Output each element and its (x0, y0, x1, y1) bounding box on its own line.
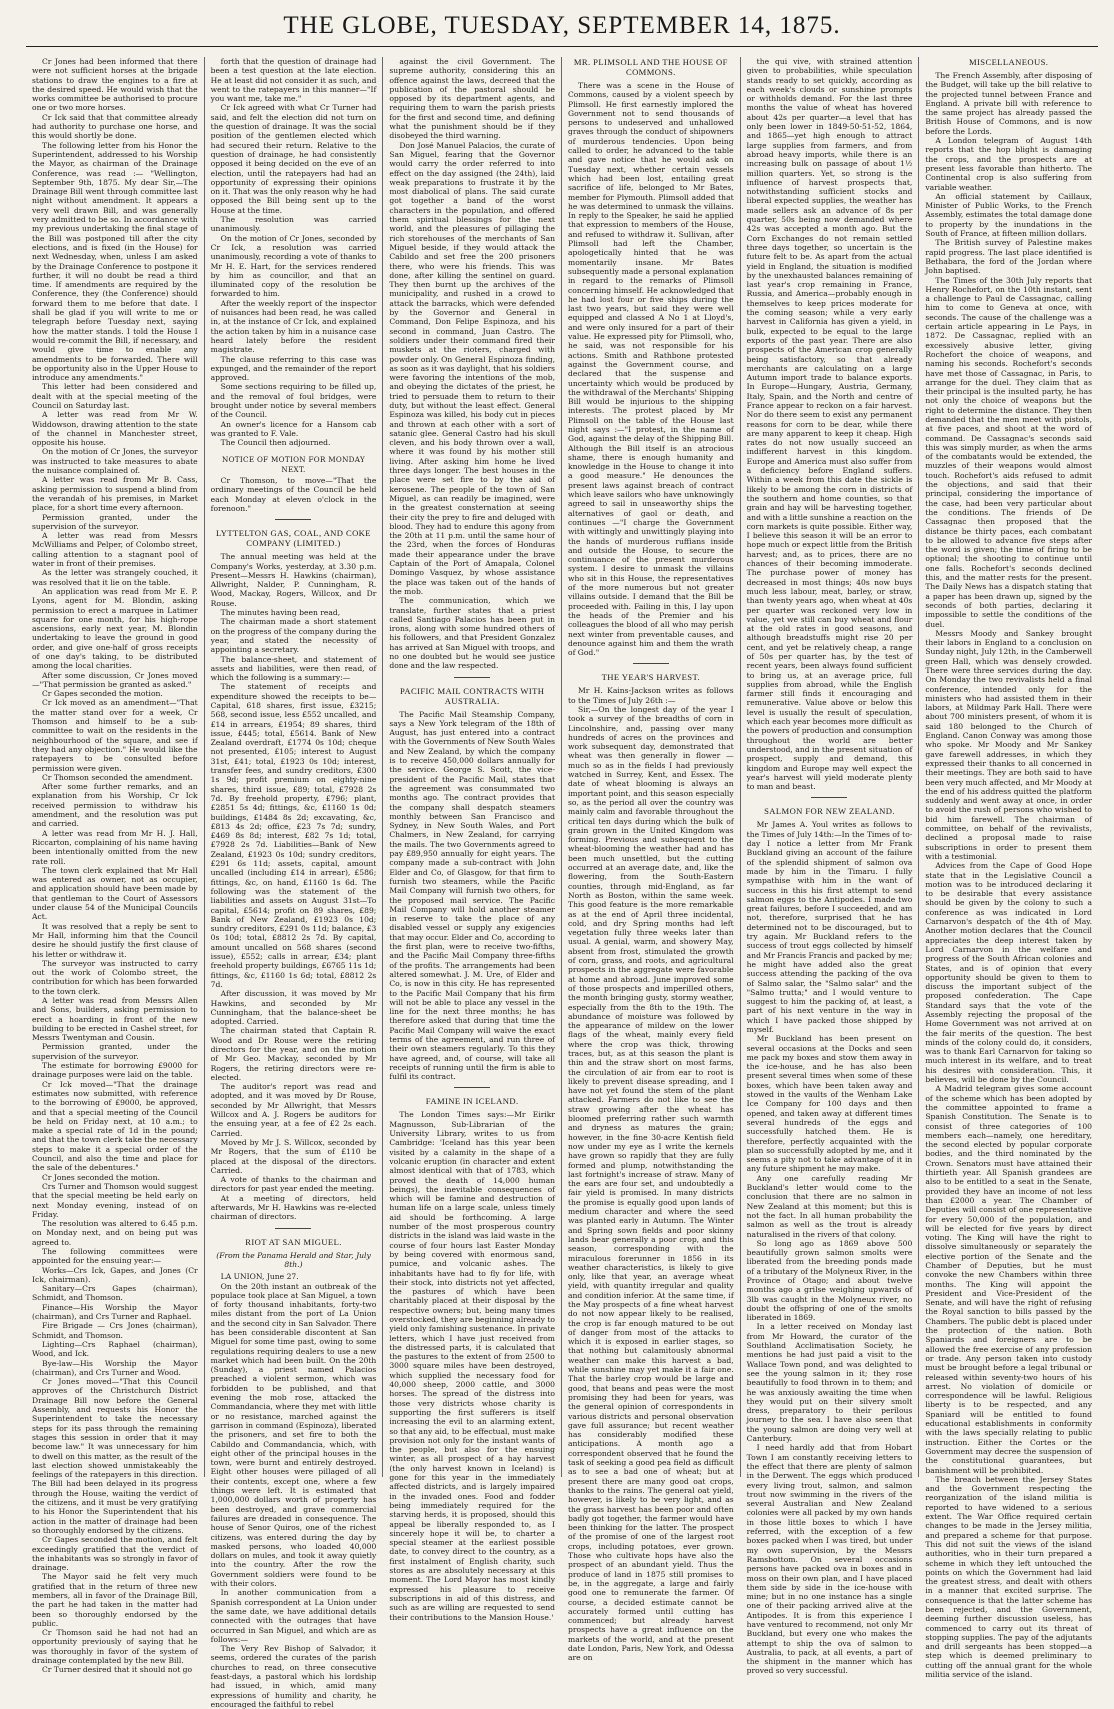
column-6 (919, 57, 1098, 1680)
section-rule (275, 519, 311, 520)
article-paragraph: The surveyor was instructed to carry out the work of Colombo street, the contribution for which has been forwarded to the town clerk. (32, 958, 198, 996)
article-paragraph: An official statement by Caillaux, Minister of Public Works, to the French Assembly, estimates the total damage done to property by the inundations in the South of France, at fifteen million dollars. (925, 191, 1092, 239)
masthead: THE GLOBE, TUESDAY, SEPTEMBER 14, 1875. (26, 10, 1098, 47)
article-paragraph: In a letter received on Monday last from Mr Howard, the curator of the Southland Acclimatisation Society, he mentions he had just paid a visit to the Wallace Town pond, and was delighted to see the young salmon in it; they rose beautifully to food thrown in to them; and he was anxiously awaiting the time when they would put on their silvery smolt dress, preparatory to their perilous journey to the sea. I have also seen that the young salmon are doing very well at Canterbury. (746, 1322, 913, 1444)
article-paragraph: Mr Buckland has been present on several occasions at the Docks and seen me pack my boxes and stow them away in the ice-house, and he has also been present several times when some of these boxes, which have been taken away and stowed in the vaults of the Wenham Lake Ice Company for 100 days and then opened, and taken away at different times several hundreds of the eggs and successfully hatched them. He is therefore, perfectly acquainted with the plan so successfully adopted by me, and it seems a pity not to take advantage of it in any future shipment he may make. (746, 1034, 913, 1174)
article-paragraph: After discussion, it was moved by Mr Hawkins, and seconded by Mr Cunningham, that the balance-sheet be adopted. Carried. (210, 989, 377, 1027)
article-paragraph: In another communication from a Spanish correspondent at La Union under the same date, we have additional details connected with the outrages that have occurred in San Miguel, and which are as follows:— (210, 1588, 377, 1644)
article-paragraph: The Pacific Mail Steamship Company, says a New York telegram of the 18th of August, has just entered into a contract with the Governments of New South Wales and New Zealand, by which the company is to receive 450,000 dollars annually for the service. George S. Scott, the vice-president of the Pacific Mail, states that the agreement was consummated two months ago. The contract provides that the company shall despatch steamers monthly between San Francisco and Sydney, in New South Wales, and Port Chalmers, in New Zealand, for carrying the mails. The two Governments agreed to pay £89,950 annually for eight years. The company made a sub-contract with John Elder and Co, of Glasgow, for that firm to furnish two steamers, while the Pacific Mail Company will furnish two others, for the proposed mail service. The Pacific Mail Company will hold another steamer in reserve to take the place of any disabled vessel or supply any exigencies that may occur. Elder and Co, according to the first plan, were to receive two-fifths, and the Pacific Mail Company three-fifths of the profits. The arrangements had been altered somewhat. J. M. Ure, of Elder and Co, is now in this city. He has represented to the Pacific Mail Company that his firm will not be able to place any vessel in the line for the next three months; he has therefore asked that during that time the Pacific Mail Company will waive the exact terms of the agreement, and run three of their own steamers regularly. To this they have agreed, and, of course, will take all receipts of running until the firm is able to fulfil its contract. (389, 709, 555, 1082)
article-paragraph: Cr Ick moved—"That the drainage estimates now submitted, with reference to the borrowing of £9000, be approved, and that a special meeting of the Council be held on Friday next, at 10 a.m.; to make a special rate of 1d in the pound; and that the town clerk take the necessary steps to make it a special order of the Council, and also the time and place for the sale of the debentures." (32, 1079, 198, 1173)
article-paragraph: I need hardly add that from Hobart Town I am constantly receiving letters to the effect that there are plenty of salmon in the Derwent. The eggs which produced every living trout, salmon, and salmon trout now swimming in the rivers of the several Australian and New Zealand colonies were all packed by my own hands in those little boxes to which I have referred, with the exception of a few boxes packed when I was tired, but under my own supervision, by the Messrs Ramsbottom. On several occasions persons have packed ova in boxes and in moss on their own plan, and I have placed them side by side in the ice-house with mine; but in no one instance has a single one of their packing arrived alive at the Antipodes. It is from this experience I have ventured to recommend, not only Mr Buckland, but every one who makes the attempt to ship the ova of salmon to Australia, to pack, at all events, a part of the shipment in the manner which has proved so very successful. (746, 1443, 913, 1676)
article-paragraph: Cr Thomson said he had not had an opportunity previously of saying that he was thoroughly in favor of the system of drainage contemplated by the new Bill. (32, 1628, 198, 1666)
article-paragraph: After the weekly report of the inspector of nuisances had been read, he was called in, at the instance of Cr Ick, and explained the action taken by him in a nuisance case heard lately before the resident magistrate. (210, 298, 377, 355)
article-paragraph: Bye-law—His Worship the Mayor (chairman), and Crs Turner and Wood. (32, 1358, 198, 1377)
article-paragraph: the qui vive, with strained attention given to probabilities, while speculation stands ready to set quickly, according as each week's clouds or sunshine prompts or withholds demand. For the last three months the value of wheat has hovered about 42s per quarter—a level that has only been lower in 1849-50-51-52, 1864, and 1865—yet high enough to attract large supplies from farmers, and from abroad heavy imports, while there is an increasing bulk on passage of about 1½ million quarters. Yet, so strong is the influence of harvest prospects that, notwithstanding sufficient stocks and liberal expected supplies, the weather has made sellers ask an advance of 8s per quarter, 50s being now demanded where 42s was accepted a month ago. But the Corn Exchanges do not remain settled three days together, so uncertain is the future felt to be. As apart from the actual yield in England, the situation is modified by the unexhausted balances remaining of last year's crop remaining in France, Russia, and America—probably enough in themselves to keep prices moderate for the coming season; while a very early harvest in California has given a yield, in bulk, expected to be equal to the large exports of the past year. There are also prospects of the American crop generally being satisfactory, so that already merchants are calculating on a large Autumn import trade to balance exports. In Europe—Hungary, Austria, Germany, Italy, Spain, and the North and centre of France appear to reckon on a fair harvest. Nor do there seem to exist any permanent reasons for corn to be dear, while there are many apparent to keep it cheap. High rates do not now usually succeed an indifferent harvest in this kingdom. Europe and America must also suffer from a deficiency before England suffers. Within a week from this date the sickle is likely to be among the corn in districts of the southern and home counties, so that grain and hay will be harvesting together, and with a little sunshine a reaction on the corn markets is quite possible. Either way, I believe this season it will be an error to hope much or expect little from the British harvest; and, as to prices, there are no chances of their becoming immoderate. The purchase power of money has decreased in most things; 40s now buys much less labour, meat, barley, or straw, than twenty years ago, when wheat at 40s per quarter was reckoned very low in value, yet we still can buy wheat and flour at the old rates in good seasons, and although breadstuffs might rise 20 per cent, and yet be relatively cheap, a range of 50s per quarter has, by the test of recent years, been always found sufficient to bring us, at an average price, full supplies from abroad, while the English farmer still finds it encouraging and remunerative. Value above or below this level is usually the result of speculation, which each year becomes more difficult as the powers of production and consumption throughout the world are better understood, and in the present situation of prospect, supply and demand, this kingdom and Europe may well expect the year's harvest will yield moderate plenty to man and beast. (746, 57, 913, 792)
article-paragraph: Fire Brigade — Crs Jones (chairman), Schmidt, and Thomson. (32, 1321, 198, 1340)
article-paragraph: It was resolved that a reply be sent to Mr Hall, informing him that the Council desire he should justify the first clause of his letter or withdraw it. (32, 921, 198, 959)
section-rule (454, 677, 490, 678)
article-paragraph: As the letter was strangely couched, it was resolved that it lie on the table. (32, 568, 198, 587)
column-1 (26, 57, 205, 1675)
article-headline: RIOT AT SAN MIGUEL. (245, 1236, 342, 1247)
article-paragraph: Any one carefully reading Mr Buckland's letter would come to the conclusion that there are no salmon in New Zealand at this moment; but this is not the fact. In all human probability the salmon as well as the trout is already naturalised in the rivers of that colony. (746, 1173, 913, 1239)
article-paragraph: The Very Rev Bishop of Salvador, it seems, ordered the curates of the parish churches to read, on three consecutive feast-days, a pastoral which his lordship had issued, in which, amid many expressions of humility and charity, he encouraged the faithful to rebel (210, 1644, 377, 1709)
column-4 (562, 57, 741, 1663)
column-5 (741, 57, 920, 1676)
article-headline: THE YEAR'S HARVEST. (601, 672, 701, 683)
article-paragraph: The chairman stated that Captain R. Wood and Dr Rouse were the retiring directors for the year, and on the motion of Mr Geo. Mackay, seconded by Mr Rogers, the retiring directors were re-elected. (210, 1026, 377, 1082)
article-paragraph: The balance-sheet, and statement of assets and liabilities, were then read, of which the following is a summary:— (210, 654, 377, 683)
article-headline: FAMINE IN ICELAND. (425, 1096, 519, 1107)
article-paragraph: Crs Turner and Thomson would suggest that the special meeting be held early on next Monday evening, instead of on Friday. (32, 1181, 198, 1219)
article-paragraph: An application was read from Mr E. P. Lyons, agent for M. Blondin, asking permission to erect a marquee in Latimer square for one month, for his high-rope ascensions, early next year, M. Blondin undertaking to leave the ground in good order, and give one-half of gross receipts of one day's taking, to be distributed among the local charities. (32, 586, 198, 671)
article-paragraph: The estimate for borrowing £9000 for drainage purposes were laid on the table. (32, 1061, 198, 1080)
article-paragraph: Cr Ick said that that committee already had authority to purchase one horse, and this would shortly be done. (32, 112, 198, 141)
article-paragraph: Permission granted, under the supervision of the surveyor. (32, 1042, 198, 1061)
article-paragraph: A letter was read from Mr B. Cass, asking permission to suspend a blind from the verandah of his premises, in Market place, for a short time every afternoon. (32, 475, 198, 513)
article-paragraph: Cr Gapes seconded the motion. (42, 689, 163, 699)
article-paragraph: Messrs Moody and Sankey brought their labors in England to a conclusion on Sunday night, July 12th, in the Camberwell green Hall, which was densely crowded. There were three services during the day. On Monday the two revivalists held a final conference, intended only for the ministers who had assisted them in their labors, at Mildmay Park Hall. There were about 700 ministers present, of whom it is said 180 belonged to the Church of England. Canon Conway was among those who spoke. Mr Moody and Mr Sankey gave farewell addresses, in which they expressed their thanks to all concerned in their meetings. They are both said to have been very much affected, and Mr Moody at the end of his address quitted the platform suddenly and went away at once, in order to avoid the rush of persons who wished to bid him farewell. The chairman of committee, on behalf of the revivalists, declined a proposal made to raise subscriptions in order to present them with a testimonial. (925, 628, 1092, 861)
article-paragraph: Cr Ick moved as an amendment—"That the matter stand over for a week, Cr Thomson and himself to be a sub-committee to wait on the residents in the neighbourhood of the square, and see if they had any objection." He would like the ratepayers to be consulted before permission were given. (32, 698, 198, 773)
article-paragraph: On the motion of Cr Jones, the surveyor was instructed to take measures to abate the nuisance complained of. (32, 447, 198, 476)
article-paragraph: A Madrid telegram gives some account of the scheme which has been adopted by the committee appointed to frame a Spanish Constitution. The Senate is to consist of three categories of 100 members each—namely, one hereditary, the second elected by popular corporate bodies, and the third nominated by the Crown. Senators must have attained their thirtieth year. All Spanish grandees are also to be entitled to a seat in the Senate, provided they have an income of not less than £2000 a year. The Chamber of Deputies will consist of one representative for every 50,000 of the population, and will be elected for five years by direct voting. The King will have the right to dissolve simultaneously or separately the elective portion of the Senate and the Chamber of Deputies, but he must convoke the new Chambers within three months. The King will appoint the President and Vice-President of the Senate, and will have the right of refusing the Royal sanction to bills passed by the Chambers. The public debt is placed under the protection of the nation. Both Spaniards and foreigners are to be allowed the free exercise of any profession or trade. Any person taken into custody must be brought before a legal tribunal or released within seventy-two hours of his arrest. No violation of domicile or correspondence will be lawful. Religious liberty is to be respected, and any Spaniard will be entitled to found educational establishments in conformity with the laws specially relating to public instruction. Either the Cortes or the Government may decree the suspension of the constitutional guarantees, but banishment will be prohibited. (925, 1084, 1092, 1475)
article-paragraph: The Mayor said he felt very much gratified that in the return of three new members, all in favor of the Drainage Bill, the part he had taken in the matter had been so thoroughly endorsed by the public. (32, 1572, 198, 1628)
article-paragraph: After some further remarks, and an explanation from his Worship, Cr Ick received permission to withdraw his amendment, and the resolution was put and carried. (32, 782, 198, 829)
article-paragraph: The statement of receipts and expenditure showed the receipts to be—Capital, 618 shares, first issue, £3215; 568, second issue, less £552 uncalled, and £14 in arrears, £1954; 89 shares, third issue, £445; total, £5614. Bank of New Zealand overdraft, £1774 0s 10d; cheque not presented, £105; interest to August 31st, £41; total, £1923 0s 10d; interest, transfer fees, and sundry creditors, £300 1s 9d; profit premium on eighty-nine shares, third issue, £89; total, £7928 2s 7d. By freehold property, £796; plant, £2851 5s 4d; fittings, &c, £1160 1s 0d; buildings, £1484 8s 2d; excavating, &c, £813 4s 2d; office, £23 7s 7d; sundry, £469 8s 8d; interest, £82 7s 1d; total, £7928 2s 7d. Liabilities—Bank of New Zealand, £1923 0s 10d; sundry creditors, £291 6s 11d; assets, capital, amount uncalled (including £14 in arrear), £586; fittings, &c, on hand, £1160 1s 6d. The following was the statement of the liabilities and assets on August 31st—To capital, £5614; profit on 89 shares, £89; Bank of New Zealand, £1923 0s 10d; sundry creditors, £291 0s 11d; balance, £3 0s 10d; total, £8812 2s 7d. By capital, amount uncalled on 568 shares (second issue), £552; calls in arrear, £34; plant freehold property buildings, £6765 11s 1d; fittings, &c, £1160 1s 6d; total, £8812 2s 7d. (210, 682, 377, 989)
article-paragraph: Cr Jones seconded the motion. (42, 1172, 160, 1182)
column-2 (205, 57, 384, 1709)
article-paragraph: The Times of the 30th July reports that Henry Rochefort, on the 10th instant, sent a challenge to Paul de Cassagnac, calling him to come to Geneva at once, with seconds. The cause of the challenge was a certain article appearing in Le Pays, in 1872. De Cassagnac, replied with an excessively abusive letter, giving Rochefort the choice of weapons, and naming his seconds. Rochefort's seconds have met those of Cassagnac, in Paris, to arrange for the duel. They claim that as their principal is the insulted party, he has not only the choice of weapons but the right to determine the distance. They then demanded that the men meet with pistols, at five paces, and shoot at the word of command. De Cassagnac's seconds said this was simply murder, as when the arms of the combatants would be extended, the muzzles of their weapons would almost touch. Rochefort's aids refused to admit the objections, and said that their principal, considering the importance of the case, had been very particular about the conditions. The friends of De Cassagnac then proposed that the distance be thirty paces, each combatant to be allowed to advance five steps after the word is given; the time of firing to be optional; the shooting to continue until one falls. Rochefort's seconds declined this, and the matter rests for the present. The Daily News has a dispatch stating that a paper has been drawn up, signed by the seconds of both parties, declaring it impossible to settle the conditions of the duel. (925, 275, 1092, 629)
article-paragraph: A vote of thanks to the chairman and directors for past year ended the meeting. (210, 1175, 377, 1194)
article-paragraph: Cr Thomson seconded the amendment. (42, 772, 193, 782)
article-paragraph: Cr Ick agreed with what Cr Turner had said, and felt the election did not turn on the question of drainage. It was the social position of the gentlemen elected which had secured their return. Relative to the question of drainage, he had consistently opposed it being decided on the eve of an election, until the ratepayers had had an opportunity of expressing their opinions on it. That was the only reason why he had opposed the Bill being sent up to the House at the time. (210, 103, 377, 215)
article-headline: LYTTELTON GAS, COAL, AND COKE COMPANY (LIMITED.) (216, 528, 371, 549)
article-paragraph: An owner's licence for a Hansom cab was granted to F. Vale. (210, 419, 377, 438)
article-paragraph: Advices from the Cape of Good Hope state that in the Legislative Council a motion was to be introduced declaring it to be desirable that every assistance should be given by the colony to such a conference as was indicated in Lord Carnarvon's despatch of the 4th of May. Another motion declares that the Council appreciates the deep interest taken by Lord Carnarvon in the welfare and progress of the South African colonies and States, and is of opinion that every opportunity should be given to them to discuss the important subject of the proposed confederation. The Cape Standard says that the vote of the Assembly rejecting the proposal of the Home Government was not arrived at on the fair merits of the question. The best minds of the colony could do, it considers, was to thank Earl Carnarvon for taking so much interest in its welfare, and to treat his desires with consideration. This, it believes, will be done by the Council. (925, 861, 1092, 1085)
article-headline: NOTICE OF MOTION FOR MONDAY NEXT. (222, 455, 365, 474)
article-paragraph: There was a scene in the House of Commons, caused by a violent speech by Plimsoll. He first earnestly implored the Government not to send thousands of persons to undeserved and unhallowed graves through the conduct of shipowners of murderous tendencies. Upon being called to order, he advanced to the table and gave notice that he would ask on Tuesday next, whether certain vessels which had been lost, entailing great sacrifice of life, belonged to Mr Bates, member for Plymouth. Plimsoll added that he was determined to unmask the villains. In reply to the Speaker, he said he applied that expression to members of the House, and refused to withdraw it. Sullivan, after Plimsoll had left the Chamber, apologetically hinted that he was momentarily insane. Mr Bates subsequently made a personal explanation in regard to the remarks of Plimsoll concerning himself. He acknowledged that he had lost four or five ships during the last two years, but said they were well equipped and classed A No 1 at Lloyd's, and were only insured for a part of their value. He expressed pity for Plimsoll, who, he said, was not responsible for his actions. Smith and Rathbone protested against the Government course, and declared that the suspense and uncertainty which would be produced by the withdrawal of the Merchants' Shipping Bill would be injurious to the shipping interests. The protest placed by Mr Plimsoll on the table of the House last night says :—"I protest, in the name of God, against the delay of the Shipping Bill. Although the Bill itself is an atrocious shame, there is enough humanity and knowledge in the House to change it into a good measure." He denounces the present laws against breach of contract which leave sailors who have unknowingly agreed to sail in unseaworthy ships the alternatives of gaol or death, and continues —"I charge the Government with wittingly and unwittingly playing into the hands of murderous ruffians inside and outside the House, to secure the continuance of the present murderous system. I desire to unmask the villains who sit in this House, the representatives of the more numerous but not greater villains outside. I demand that the Bill be proceeded with. Failing in this, I lay upon the heads of the Premier and his colleagues the blood of all who may perish next winter from preventable causes, and denounce against him and them the wrath of God." (568, 81, 734, 658)
article-paragraph: The town clerk explained that Mr Hall was entered as owner, not as occupier, and application should have been made by that gentleman to the Court of Assessors under clause 54 of the Municipal Councils Act. (32, 865, 198, 922)
article-paragraph: On the 20th instant an outbreak of the populace took place at San Miguel, a town of forty thousand inhabitants, forty-two miles distant from the port of La Union and the second city in San Salvador. There has been considerable discontent at San Miguel for some time past, owing to some regulations requiring dealers to use a new market which had been built. On the 20th (Sunday), a priest named Palacios preached a violent sermon, which was forbidden to be published, and that evening the mob rose, attacked the Commandancia, where they met with little or no resistance, marched against the garrison in command (Espinoza), liberated the prisoners, and set fire to both the Cabildo and Commandancia, which, with eight other of the principal houses in the town, were burnt and entirely destroyed. Eight other houses were pillaged of all their contents, except one, where a few things were left. It is estimated that 1,000,000 dollars worth of property has been destroyed, and grave commercial failures are dreaded in consequence. The house of Senor Quiros, one of the richest citizens, was entered during the day by masked persons, who loaded 40,000 dollars on mules, and took it away quietly into the country. After the row the Government soldiers were found to be with their colors. (210, 1281, 377, 1589)
article-paragraph: The following letter from his Honor the Superintendent, addressed to his Worship the Mayor, as chairman of the Drainage Conference, was read :— "Wellington, September 9th, 1875. My dear Sir,—The Drainage Bill went through committee last night without amendment. It appears a very well drawn Bill, and was generally very admitted to be so. In accordance with my previous undertaking the final stage of the Bill was postponed till after the city elections, and is fixed (in the House) for next Wednesday, when, unless I am asked by the Drainage Conference to postpone it further, it will no doubt be read a third time. If amendments are required by the Conference, they (the Conference) should forward them to me before that date. I shall be glad if you will write to me or telegraph before Tuesday next, saying how the matter stands. I told the House I would re-commit the Bill, if necessary, and would give time to enable any amendments to be forwarded. There will be opportunity also in the Upper House to introduce any amendments." (32, 140, 198, 383)
section-rule (275, 1228, 311, 1229)
article-paragraph: Moved by Mr J. S. Willcox, seconded by Mr Rogers, that the sum of £110 be placed at the disposal of the directors. Carried. (210, 1137, 377, 1175)
article-paragraph: forth that the question of drainage had been a test question at the late election. He at least did not consider it as such, and went to the ratepayers in this manner—"If you want me, take me." (210, 57, 377, 104)
article-paragraph: A letter was read from Messrs McWilliams and Pelper, of Colombo street, calling attention to a stagnant pool of water in front of their premises. (32, 531, 198, 569)
article-headline: PACIFIC MAIL CONTRACTS WITH AUSTRALIA. (399, 685, 545, 706)
article-paragraph: Some sections requiring to be filled up, and the removal of foul bridges, were brought under notice by several members of the Council. (210, 382, 377, 420)
section-rule (454, 1087, 490, 1088)
article-headline: SALMON FOR NEW ZEALAND. (764, 806, 895, 817)
article-paragraph: The communication, which we translate, further states that a priest called Santiago Palacios has been put in irons, along with some hundred others of his followers, and that President Gonzalez has arrived at San Miguel with troops, and no one doubted but he would see justice done and the law respected. (389, 596, 555, 671)
article-paragraph: Don José Manuel Palacios, the curate of San Miguel, fearing that the Governor would carry the order referred to into effect on the day assigned (the 24th), laid weak preparations to frustrate it by the most diabolical of plans. The said curate got together a band of the worst characters in the population, and offered them spiritual blessings for the next world, and the pleasures of pillaging the rich storehouses of the merchants of San Miguel beside, if they would attack the Cabildo and set free the 200 prisoners there, who were his friends. This was done, after killing the sentinel on guard. They then burnt up the archives of the municipality, and rushed in a crowd to attack the barracks, which were defended by the Governor and General in Command, Don Felipe Espinoza, and his second in command, Juan Castro. The soldiers under their command fired their muskets at the rioters, charged with powder only. On General Espinoza finding, as soon as it was daylight, that his soldiers were favoring the intentions of the mob, and obeying the dictates of the priest, he tried to persuade them to return to their duty, but without the least effect. General Espinoza was killed, his body cut in pieces and thrown at each other with a sort of satanic glee. General Castro had his skull cleven, and his body thrown over a wall, where it was found by his mother still living. After asking him home he lived three days longer. The best houses in the place were set fire to by the aid of kerosene. The people of the town of San Miguel, as can readily be imagined, were in the greatest consternation at seeing their city the prey to fire and deluged with blood. They had to endure this agony from the 20th at 11 p.m. until the same hour of the 23rd, when the forces of Honduras made their appearance under the brave Captain of the Port of Amapala, Colonel Domingo Vasquez, by whose assistance the place was taken out of the hands of the mob. (389, 140, 555, 596)
article-paragraph: Sir,—On the longest day of the year I took a survey of the breadths of corn in Lincolnshire, and, passing over many hundreds of acres on the provinces and work subsequent day, demonstrated that wheat was then generally in flower — much so as in the fields I had previously watched in Surrey, Kent, and Essex. The date of wheat blooming is always an important point, and this season especially so, as the period all over the country was mainly calm and favorable throughout the critical ten days during which the bulk of grain grown in the United Kingdom was forming. Previous and subsequent to the wheat-blooming the weather had and has been much unsettled, but the cutting occurred at an average date, and, like the flowering, from the South-Eastern counties, through mid-England, as far North as Boston, within the same week. This good feature is the more remarkable as at the end of April three incidental, cold, and dry Spring months had left vegetation fully three weeks later than usual. A genial, warm, and showery May, absent from frost, stimulated the growth of corn, grass, and roots, and agricultural prospects in the aggregate were favorable at home and abroad. June improved some of those prospects and imperilled others, the month bringing gusty, stormy weather, especially from the 8th to the 19th. The abundance of moisture was followed by the appearance of mildew on the lower flags of the wheat, mainly every field where the crop was thick, throwing traces, but, as at this season the plant is thin and the straw short on most farms, the circulation of air from ear to root is likely to prevent disease spreading, and I have not yet found the stem of the plant attacked. Farmers do not like to see the straw growing after the wheat has bloomed preferring rather such warmth and dryness as matures the grain; however, in the fine 30-acre Kentish field now under my eye as I write the kernels have grown so rapidly that they are fully formed and plump, notwithstanding the last fortnight's increase of straw. Many of the ears are four set, and undoubtedly a fair yield is promised. In many districts the promise is equally good upon lands of medium character and where the seed was planted early in Autumn. The Winter and Spring sown fields and poor skinny lands bear generally a poor crop, and this season, corresponding with the miraculous forerunner in 1856 in its weather characteristics, is likely to give only, like that year, an average wheat yield, with quantity irregular and quality and condition inferior. At the same time, if the May prospects of a fine wheat harvest do not now appear likely to be realised, the crop is far enough matured to be out of danger from most of the attacks to which it is exposed in earlier stages, so that nothing but calamitously abnormal weather can make this harvest a bad, while sunshine may yet make it a fair one. That the barley crop would be large and good, that beans and peas were the most promising they had been for years, was the general opinion of correspondents in various districts and personal observation gave full assurance; but recent weather has considerably modified these anticipations. A month ago a correspondent observed that he found the task of seeking a good pea field as difficult as to see a bad one of wheat; but at present there are many good oat crops, thanks to the rains. The general oat yield, however, is likely to be very light, and as the grass harvest has been poor and often badly got together, the farmer would have been thinking for the latter. The prospect of the promise of one of the largest root crops, including potatoes, ever grown. Those who cultivate hops have also the prospect of an abundant yield. Thus the produce of land in 1875 still promises to be, in the aggregate, a large and fairly good one to remunerate the farmer. Of course, a decided estimate cannot be accurately formed until cutting has commenced; but already harvest prospects have a great influence on the markets of the world, and at the present date London, Paris, New York, and Odessa are on (568, 705, 734, 1663)
article-paragraph: Mr James A. Youl writes as follows to the Times of July 14th:—In the Times of to-day I notice a letter from Mr Frank Buckland giving an account of the failure of the splendid shipment of salmon ova made by him in the Timaru. I fully sympathise with him in the want of success in this his first attempt to send salmon eggs to the Antipodes. I made two great failures, before I succeeded, and am not, therefore, surprised that he has determined not to be discouraged, but to try again. Mr Buckland refers to the success of trout eggs collected by himself and Mr Francis Francis and packed by me; he might have added also the great success attending the packing of the ova of Salmo salar, the "Salmo salar" and the "Salmo trutta;" and I would venture to suggest to him the packing of, at least, a part of his next venture in the way in which I have packed those shipped by myself. (746, 820, 913, 1034)
article-subhead: (From the Panama Herald and Star, July 8th.) (216, 1250, 371, 1269)
article-headline: MISCELLANEOUS. (968, 57, 1049, 67)
article-paragraph: Finance—His Worship the Mayor (chairman), and Crs Turner and Raphael. (32, 1302, 198, 1322)
article-headline: MR. PLIMSOLL AND THE HOUSE OF COMMONS. (573, 57, 728, 77)
article-paragraph: The following committees were appointed for the ensuing year:— (32, 1247, 198, 1266)
article-paragraph: The breach between the Jersey States and the Government respecting the reorganization of the island militia is reported to have widened to a serious extent. The War Office required certain changes to be made in the Jersey militia, and prepared a scheme for that purpose. This did not suit the views of the island authorities, who in their turn prepared a scheme in which they left untouched the points on which the Government had laid the greatest stress, and dealt with others in a manner that excited surprise. The consequence is that the latter scheme has been rejected, and the Government, deeming further discussion useless, has commenced to carry out its threat of stopping supplies. The pay of the adjutants and drill sergeants has been stopped—a step which is deemed preliminary to cutting off the annual grant for the whole militia service of the island. (925, 1474, 1092, 1680)
column-3 (383, 57, 562, 1622)
article-paragraph: On the motion of Cr Jones, seconded by Cr Ick, a resolution was carried unanimously, recording a vote of thanks to Mr H. E. Hart, for the services rendered by him as councillor, and that an illuminated copy of the resolution be forwarded to him. (210, 233, 377, 299)
article-paragraph: Works—Crs Ick, Gapes, and Jones (Cr Ick, chairman). (32, 1265, 198, 1284)
section-rule (633, 663, 669, 664)
article-paragraph: The annual meeting was held at the Company's Works, yesterday, at 3.30 p.m. Present—Messrs H. Hawkins (chairman), Allwright, Nalder, P. Cunningham, R. Wood, Mackay, Rogers, Willcox, and Dr Rouse. (210, 552, 377, 608)
article-paragraph: The chairman made a short statement on the progress of the company during the year, and stated the necessity of appointing a secretary. (210, 617, 377, 655)
article-paragraph: LA UNION, June 27. (220, 1272, 299, 1282)
article-paragraph: A letter was read from Mr W. Widdowson, drawing attention to the state of the channel in Manchester street, opposite his house. (32, 410, 198, 448)
article-paragraph: The minutes having been read, (220, 608, 341, 618)
article-paragraph: A London telegram of August 14th reports that the hop blight is damaging the crops, and the prospects are at present less favorable than hitherto. The Continental crop is also suffering from variable weather. (925, 136, 1092, 192)
article-paragraph: A letter was read from Mr H. J. Hall, Riccarton, complaining of his name having been intentionally omitted from the new rate roll. (32, 828, 198, 866)
article-paragraph: After some discussion, Cr Jones moved—"That permission be granted as asked." (32, 670, 198, 689)
article-paragraph: This letter had been considered and dealt with at the special meeting of the Council on Saturday last. (32, 382, 198, 410)
article-paragraph: Cr Gapes seconded the motion, and felt exceedingly gratified that the verdict of the inhabitants was so strongly in favor of drainage. (32, 1535, 198, 1573)
article-paragraph: Lighting—Crs Raphael (chairman), Wood, and Ick. (32, 1339, 198, 1359)
article-paragraph: The clause referring to this case was expunged, and the remainder of the report approved. (210, 354, 377, 383)
article-paragraph: Sanitary—Crs Gapes (chairman), Schmidt, and Thomson. (32, 1284, 198, 1303)
article-paragraph: Cr Turner desired that it should not go (42, 1665, 193, 1675)
article-paragraph: The British survey of Palestine makes rapid progress. The last place identified is Bethabara, the ford of the Jordan where John baptised. (925, 238, 1092, 276)
article-paragraph: At a meeting of directors, held afterwards, Mr H. Hawkins was re-elected chairman of directors. (210, 1193, 377, 1222)
article-paragraph: The auditor's report was read and adopted, and it was moved by Dr Rouse, seconded by Mr Allwright, that Messrs Willcox and A. J. Rogers be auditors for the ensuing year, at a fee of £2 2s each. Carried. (210, 1082, 377, 1138)
article-paragraph: Mr H. Kains-Jackson writes as follows to the Times of July 26th :— (568, 686, 734, 705)
section-rule (811, 797, 847, 798)
article-paragraph: The resolution was altered to 6.45 p.m. on Monday next, and on being put was agreed to. (32, 1219, 198, 1247)
article-paragraph: A letter was read from Messrs Allen and Sons, builders, asking permission to erect a hoarding in front of the new building to be erected in Cashel street, for Messrs Twentyman and Cousin. (32, 995, 198, 1043)
columns (26, 57, 1098, 1709)
article-paragraph: So long ago as 1869 above 500 beautifully grown salmon smolts were liberated from the breeding ponds made of a tributary of the Molyneux River, in the Province of Otago; and about twelve months ago a grilse weighing upwards of 3lb was caught in the Molyneux river, no doubt the offspring of one of the smolts liberated in 1869. (746, 1238, 913, 1323)
article-paragraph: Permission granted, under the supervision of the surveyor. (32, 512, 198, 531)
article-paragraph: The London Times says:—Mr Eirikr Magnusson, Sub-Librarian of the University Library, writes to us from Cambridge: 'Iceland has this year been visited by a calamity in the shape of a volcanic eruption (in character and extent almost identical with that of 1783, which proved the death of 14,000 human beings), the inevitable consequences of which will be famine and destruction of human life on a large scale, unless timely aid should be forthcoming. A large number of the most prosperous country districts in the island was laid waste in the course of four hours last Easter Monday by being covered with enormous sand, pumice, and volcanic ashes. The inhabitants have had to fly for life, with their stock, into districts not yet affected, the pastures of which have been charitably placed at their disposal by the respective owners; but, being many times overstocked, they are beginning already to yield only famishing sustenance. In private letters, which I have just received from the distressed parts, it is calculated that the pastures to the extent of from 2500 to 3000 square miles have been destroyed, which supplied the necessary food for 40,000 sheep, 2000 cattle, and 3000 horses. The spread of the distress into those very districts whose charity is supporting the first sufferers is itself increasing the evil to an alarming extent, so that any aid, to be effectual, must make provision not only for the instant wants of the people, but also for the ensuing winter, as all prospect of a hay harvest (the only harvest known in Iceland) is gone for this year in the immediately affected districts, and is largely impaired in the invaded ones. Food and fodder being immediately required for the starving herds, it is proposed, should this appeal be liberally responded to, as I sincerely hope it will be, to charter a special steamer at the earliest possible date, to convey direct to the country, as a first instalment of English charity, such stores as are absolutely necessary at this moment. The Lord Mayor has most kindly expressed his pleasure to receive subscriptions in aid of this distress, and such as are willing are requested to send their contributions to the Mansion House.' (389, 1110, 555, 1622)
article-paragraph: The French Assembly, after disposing of the Budget, will take up the bill relative to the projected tunnel between France and England. A private bill with reference to the same project has already passed the British House of Commons, and is now before the Lords. (925, 71, 1092, 136)
article-paragraph: Cr Jones moved—"That this Council approves of the Christchurch District Drainage Bill now before the General Assembly, and requests his Honor the Superintendent to take the necessary steps for its pass through the remaining stages this session in order that it may become law." It was unnecessary for him to dwell on this matter, as the result of the last election showed unmistakeably the feelings of the ratepayers in this direction. The Bill had been delayed in its progress through the House, waiting the verdict of the citizens, and it must be very gratifying to his Honor the Superintendent that his action in the matter of drainage had been so thoroughly endorsed by the citizens. (32, 1377, 198, 1535)
article-paragraph: The Council then adjourned. (220, 438, 331, 448)
article-paragraph: The resolution was carried unanimously. (210, 215, 377, 234)
article-paragraph: Cr Jones had been informed that there were not sufficient horses at the brigade stations to draw the engines to a fire at the desired speed. He would wish that the works committee be authorised to procure one or two more horses. (32, 57, 198, 113)
article-paragraph: Cr Thomson, to move—"That the ordinary meetings of the Council be held each Monday at eleven o'clock in the forenoon." (210, 476, 377, 513)
article-paragraph: against the civil Government. The supreme authority, considering this an offence against the laws, decreed that the publication of the pastoral should be opposed by its department agents, and requiring them to warn the parish priests for the first and second time, and defining what the punishment should be if they disobeyed the third warning. (389, 57, 555, 141)
